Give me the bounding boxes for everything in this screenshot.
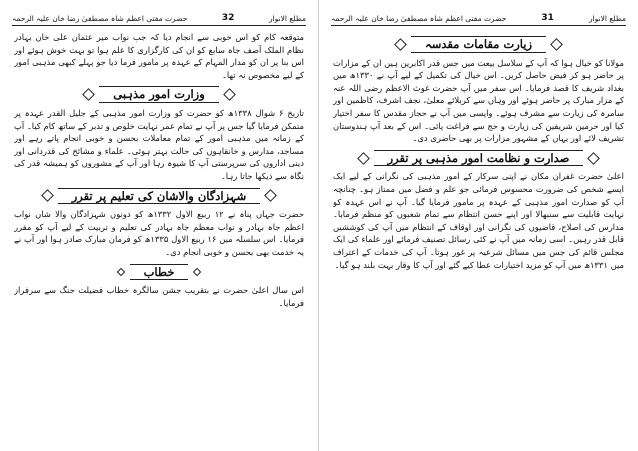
right-page-body — [333, 31, 624, 443]
section-heading — [14, 188, 304, 205]
section-paragraph-shahzadgan: حضرت جہاں پناہ نے ۱۲ ربیع الاول ۱۳۳۲ھ کو دونوں شہزادگان والا شان نواب اعظم جاہ بہادر و نواب معظم جاہ بہادر کی تعلیم و تربیت کے لیے آپ کو مقرر فرمایا۔ اس سلسلہ میں ۱۶ ربیع الاول ۱۳۳۵ھ کو فرمان مبارک صادر ہوا اور آپ نے یہ خدمت بھی بحسن و خوبی انجام دی۔ — [14, 209, 304, 257]
section-heading — [333, 36, 624, 53]
header-book-title: مطلع الانوار — [588, 14, 626, 23]
section-title-wizarat: وزارت امور مذہبی — [99, 86, 219, 103]
ornament-icon — [82, 88, 95, 101]
ornament-icon — [264, 189, 277, 202]
section-title-ziyarat: زیارت مقامات مقدسہ — [411, 36, 546, 53]
ornament-icon — [223, 88, 236, 101]
section-heading — [14, 86, 304, 103]
intro-paragraph: متوقعہ کام کو اس خوبی سے انجام دیا کہ جب نواب میر عثمان علی خان بہادر نظام الملک آصف جاہ سابع کو ان کی کارگزاری کا علم ہوا تو بہت خوش ہوئے اور اس بنا پر ان کو مدار المہام کے عہدہ پر مامور فرما دیا جو پہلے کبھی مذہبی امور کے لیے مخصوص نہ تھا۔ — [14, 32, 304, 80]
ornament-icon — [41, 189, 54, 202]
left-page-body — [14, 31, 304, 443]
section-heading — [333, 150, 624, 167]
section-title-shahzadgan: شہزادگان والاشان کی تعلیم پر تقرر — [58, 188, 261, 205]
ornament-icon — [116, 268, 124, 276]
ornament-icon — [550, 38, 563, 51]
section-title-khitab: خطاب — [130, 264, 189, 281]
header-running-title: حضرت مفتی اعظم شاہ مصطفیٰ رضا خان علیہ الرحمہ — [12, 14, 188, 23]
ornament-icon — [588, 152, 601, 165]
section-title-sadarat: صدارت و نظامت امور مذہبی پر تقرر — [374, 150, 584, 167]
header-book-title: مطلع الانوار — [268, 14, 306, 23]
ornament-icon — [357, 152, 370, 165]
right-page-header — [331, 10, 626, 26]
section-paragraph-ziyarat: مولانا کو خیال ہوا کہ آپ کے سلاسل بیعت میں جس قدر اکابرین ہیں ان کے مزارات پر حاضر ہو کر فیض حاصل کریں۔ اس خیال کی تکمیل کے لیے آپ نے ۱۳۳۰ھ میں بغداد شریف کا قصد فرمایا۔ اس سفر میں آپ حضرت غوث الاعظم رضی اللہ عنہ کے مزار مبارک پر حاضر ہوئے اور وہاں سے کربلائے معلیٰ، نجف اشرف، کاظمین اور سامرہ کی زیارت سے مشرف ہوئے۔ واپسی میں آپ نے حجاز مقدس کا سفر اختیار کیا اور حرمین شریفین کی زیارت و حج سے فراغت پائی۔ اس کے بعد آپ ہندوستان تشریف لائے اور یہاں کے مشہور مزارات پر بھی حاضری دی۔ — [333, 57, 624, 144]
section-paragraph-khitab: اس سال اعلیٰ حضرت نے بتقریب جشن سالگرہ خطاب فضیلت جنگ سے سرفراز فرمایا۔ — [14, 285, 304, 308]
section-heading — [14, 264, 304, 281]
page-number: 31 — [541, 13, 554, 23]
ornament-icon — [394, 38, 407, 51]
header-running-title: حضرت مفتی اعظم شاہ مصطفیٰ رضا خان علیہ الرحمہ — [331, 14, 507, 23]
section-paragraph-wizarat: تاریخ ۶ شوال ۱۳۳۸ھ کو حضرت کو وزارت امور مذہبی کے جلیل القدر عہدہ پر متمکن فرمایا گیا جس پر آپ نے تمام عمر نہایت خلوص و تدبر کے ساتھ کام کیا۔ آپ کے زمانہ میں مذہبی امور کے تمام معاملات بحسن و خوبی انجام پاتے رہے اور مساجد، مدارس و خانقاہوں کی حالت بہتر ہوئی۔ علماء و مشائخ کی قدردانی اور دینی اداروں کی سرپرستی آپ کا شیوہ رہا اور آپ کے مشوروں کو ہمیشہ قدر کی نگاہ سے دیکھا جاتا رہا۔ — [14, 107, 304, 181]
left-page-header — [12, 10, 306, 26]
page-number: 32 — [221, 13, 235, 23]
ornament-icon — [193, 268, 201, 276]
section-paragraph-sadarat: اعلیٰ حضرت غفران مکان نے اپنی سرکار کے امور مذہبی کی نگرانی کے لیے ایک ایسے شخص کی ضرورت محسوس فرمائی جو علم و فضل میں ممتاز ہو۔ چنانچہ آپ کو صدارت امور مذہبی کے عہدہ پر مامور فرمایا گیا۔ آپ نے اس عہدہ کو نہایت قابلیت سے سنبھالا اور اپنے حسن انتظام سے تمام شعبوں کو منظم فرمایا۔ مدارس کی اصلاح، قاضیوں کی نگرانی اور اوقاف کے انتظام میں آپ کی کوششیں قابل قدر رہیں۔ اسی زمانہ میں آپ نے کئی رسائل تصنیف فرمائے اور علماء کی ایک مجلس قائم کی جس میں مسائل شرعیہ پر غور ہوتا۔ آپ کی خدمات کے اعتراف میں ۱۳۳۱ھ میں آپ کو مزید اختیارات عطا کیے گئے اور آپ کا وقار بہت بلند ہو گیا۔ — [333, 171, 624, 270]
right-page — [319, 0, 638, 451]
